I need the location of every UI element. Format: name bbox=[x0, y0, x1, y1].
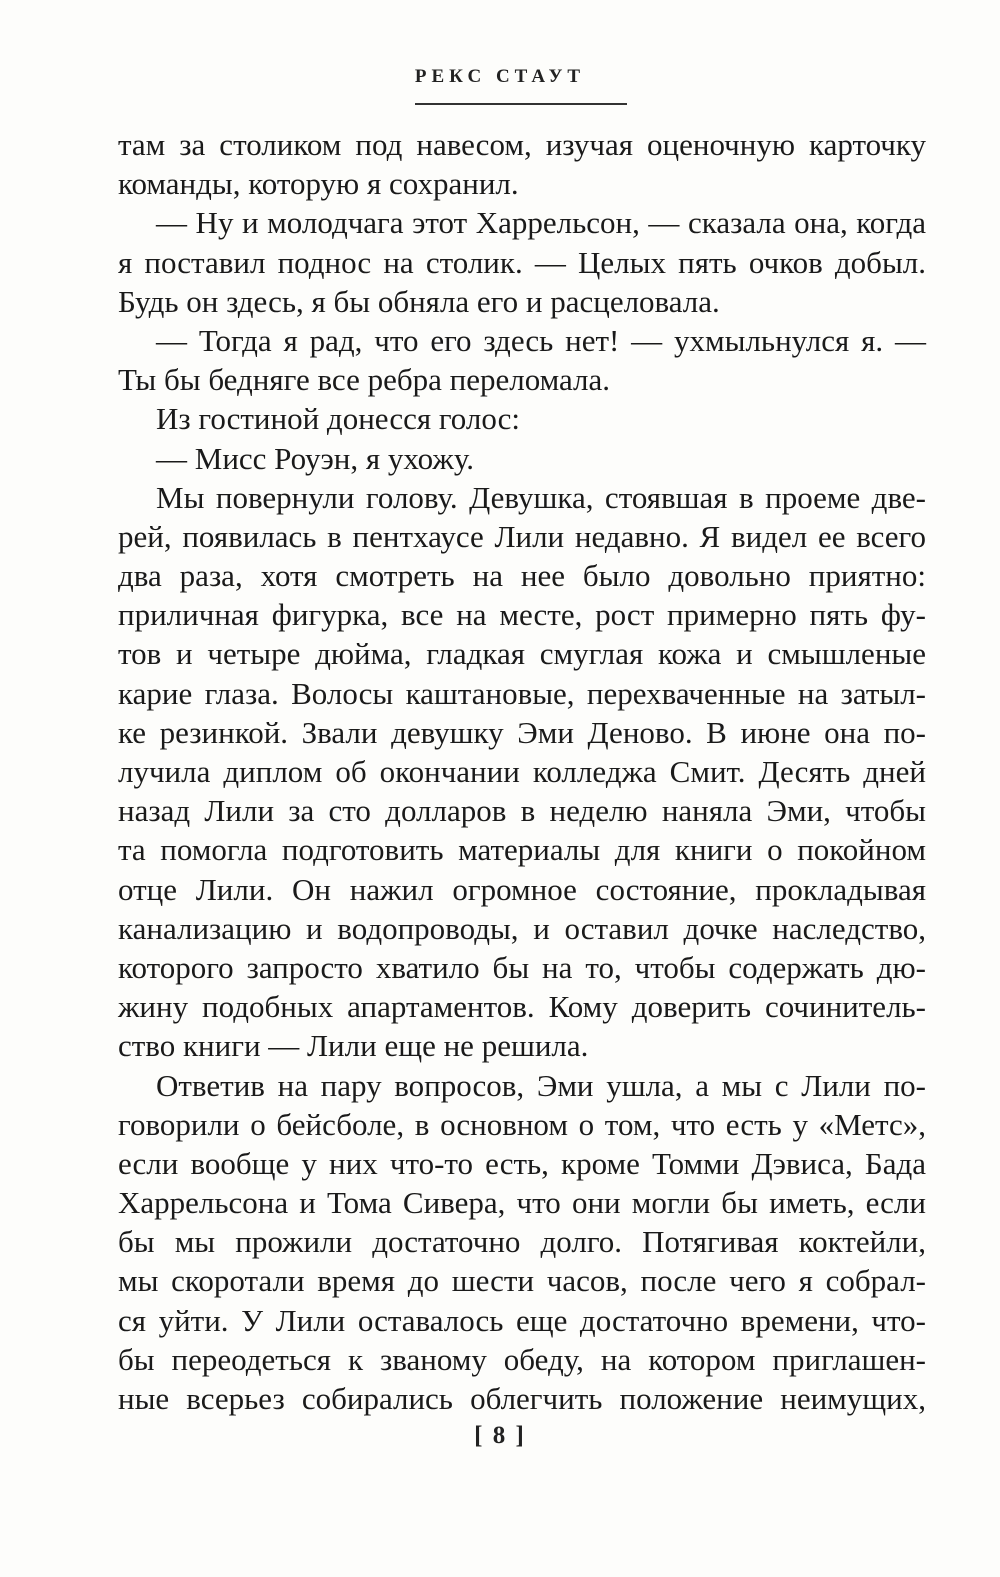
text-line: канализацию и водопроводы, и оставил дочке наследство, bbox=[118, 910, 926, 946]
text-line: рей, появилась в пентхаусе Лили недавно. Я видел ее всего bbox=[118, 518, 926, 554]
text-line: два раза, хотя смотреть на нее было довольно приятно: bbox=[118, 558, 926, 594]
text-line: говорили о бейсболе, в основном о том, что есть у «Метс», bbox=[118, 1106, 926, 1142]
text-line: Ты бы бедняге все ребра переломала. bbox=[118, 362, 611, 398]
text-line: Из гостиной донесся голос: bbox=[156, 401, 520, 437]
text-line: если вообще у них что-то есть, кроме Томми Дэвиса, Бада bbox=[118, 1145, 926, 1181]
text-line: бы переодеться к званому обеду, на котором приглашен- bbox=[118, 1341, 926, 1377]
text-line: которого запросто хватило бы на то, чтобы содержать дю- bbox=[118, 949, 926, 985]
text-line: ство книги — Лили еще не решила. bbox=[118, 1028, 589, 1064]
text-line: — Ну и молодчага этот Харрельсон, — сказала она, когда bbox=[156, 205, 926, 241]
page-number: [ 8 ] bbox=[474, 1422, 526, 1449]
running-head: РЕКС СТАУТ bbox=[414, 66, 586, 87]
text-line: Будь он здесь, я бы обняла его и расцеловала. bbox=[118, 283, 720, 319]
text-line: Харрельсона и Тома Сивера, что они могли бы иметь, если bbox=[118, 1185, 926, 1221]
text-line: — Тогда я рад, что его здесь нет! — ухмыльнулся я. — bbox=[156, 322, 926, 358]
text-line: там за столиком под навесом, изучая оценочную карточку bbox=[118, 127, 926, 162]
text-line: та помогла подготовить материалы для книги о покойном bbox=[118, 832, 926, 868]
text-line: Мы повернули голову. Девушка, стоявшая в проеме две- bbox=[156, 479, 926, 515]
running-head-rule bbox=[415, 103, 627, 105]
text-line: лучила диплом об окончании колледжа Смит. Десять дней bbox=[118, 754, 926, 789]
text-line: ся уйти. У Лили оставалось еще достаточно времени, что- bbox=[118, 1302, 926, 1338]
text-line: приличная фигурка, все на месте, рост примерно пять фу- bbox=[118, 597, 926, 633]
text-line: бы мы прожили достаточно долго. Потягивая коктейли, bbox=[118, 1224, 926, 1260]
text-line: Ответив на пару вопросов, Эми ушла, а мы с Лили по- bbox=[156, 1067, 926, 1103]
text-line: жину подобных апартаментов. Кому доверить сочинитель- bbox=[118, 989, 926, 1025]
text-line: команды, которую я сохранил. bbox=[118, 166, 519, 202]
body-text bbox=[118, 125, 926, 1418]
text-line: я поставил поднос на столик. — Целых пять очков добыл. bbox=[118, 244, 926, 280]
text-line: ке резинкой. Звали девушку Эми Деново. В июне она по- bbox=[118, 714, 926, 750]
text-line: тов и четыре дюйма, гладкая смуглая кожа и смышленые bbox=[118, 636, 926, 672]
text-line: ные всерьез собирались облегчить положение неимущих, bbox=[118, 1381, 926, 1416]
text-line: отце Лили. Он нажил огромное состояние, прокладывая bbox=[118, 871, 926, 907]
text-line: карие глаза. Волосы каштановые, перехваченные на затыл- bbox=[118, 675, 926, 711]
text-line: мы скоротали время до шести часов, после чего я собрал- bbox=[118, 1263, 926, 1299]
text-line: — Мисс Роуэн, я ухожу. bbox=[156, 440, 474, 476]
text-line: назад Лили за сто долларов в неделю наняла Эми, чтобы bbox=[118, 793, 926, 829]
